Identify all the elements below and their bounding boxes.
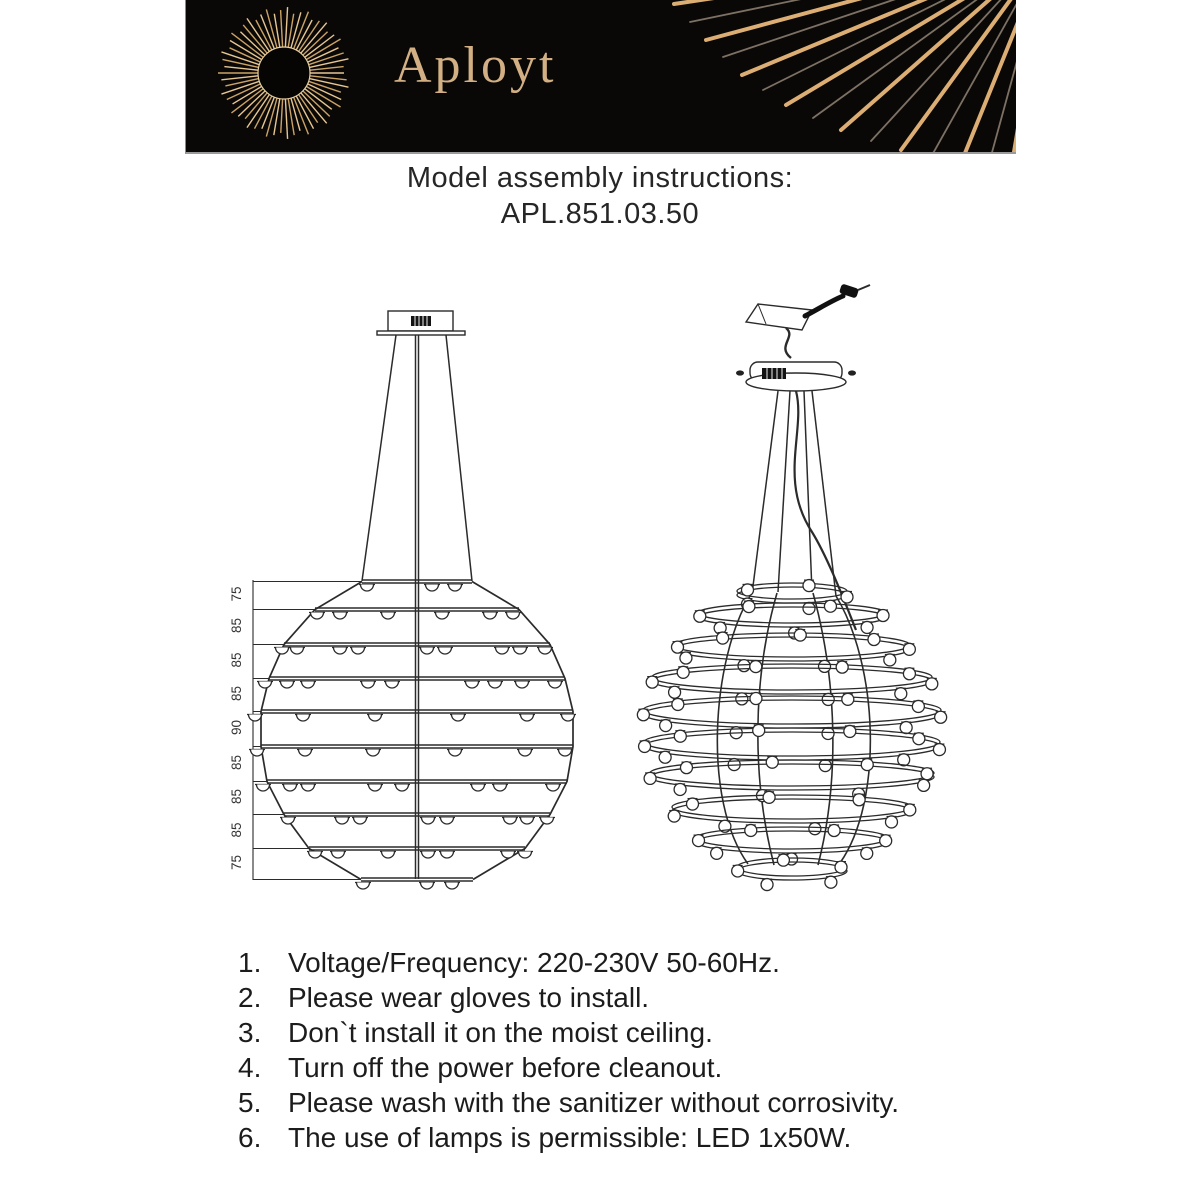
perspective-canopy <box>736 362 856 391</box>
page-title: Model assembly instructions: <box>406 162 794 194</box>
item-text: Please wash with the sanitizer without corrosivity. <box>288 1087 900 1118</box>
item-number: 4. <box>238 1052 262 1083</box>
dimension-label: 85 <box>229 788 244 805</box>
item-number: 2. <box>238 982 262 1013</box>
item-number: 3. <box>238 1017 262 1048</box>
model-number: APL.851.03.50 <box>500 198 700 230</box>
list-item <box>238 1122 899 1157</box>
front-dimension-labels <box>229 586 244 870</box>
item-number: 1. <box>238 947 262 978</box>
front-canopy <box>377 311 465 335</box>
list-item <box>238 982 899 1017</box>
corner-rays-icon <box>674 0 1016 152</box>
starburst-logo-icon <box>218 7 348 139</box>
dimension-label: 75 <box>229 854 244 871</box>
brand-wordmark: Aployt <box>394 37 557 94</box>
list-item <box>238 1087 899 1122</box>
list-item <box>238 947 899 982</box>
item-text: Voltage/Frequency: 220-230V 50-60Hz. <box>288 947 780 978</box>
dimension-label: 85 <box>229 652 244 668</box>
item-text: Turn off the power before cleanout. <box>288 1052 723 1083</box>
item-text: Please wear gloves to install. <box>288 982 650 1013</box>
item-number: 6. <box>238 1122 262 1153</box>
front-view-drawing <box>225 295 645 915</box>
item-text: The use of lamps is permissible: LED 1x50W. <box>288 1122 852 1153</box>
front-rings-and-lamps <box>247 580 576 889</box>
mounting-bracket <box>746 283 870 358</box>
brand-banner <box>185 0 1016 154</box>
dimension-label: 85 <box>229 754 244 771</box>
item-number: 5. <box>238 1087 262 1118</box>
title-block <box>0 160 1200 232</box>
dimension-label: 90 <box>229 719 244 736</box>
front-cables <box>362 335 472 879</box>
banner-art <box>186 0 1016 152</box>
perspective-cables <box>752 391 856 630</box>
dimension-label: 85 <box>229 617 244 634</box>
list-item <box>238 1017 899 1052</box>
perspective-rings-and-lamps <box>637 580 946 891</box>
dimension-label: 75 <box>229 586 244 602</box>
item-text: Don`t install it on the moist ceiling. <box>288 1017 713 1048</box>
list-item <box>238 1052 899 1087</box>
dimension-label: 85 <box>229 822 244 838</box>
instructions-list <box>238 947 899 1157</box>
dimension-label: 85 <box>229 685 244 702</box>
perspective-view-drawing <box>600 280 1020 920</box>
